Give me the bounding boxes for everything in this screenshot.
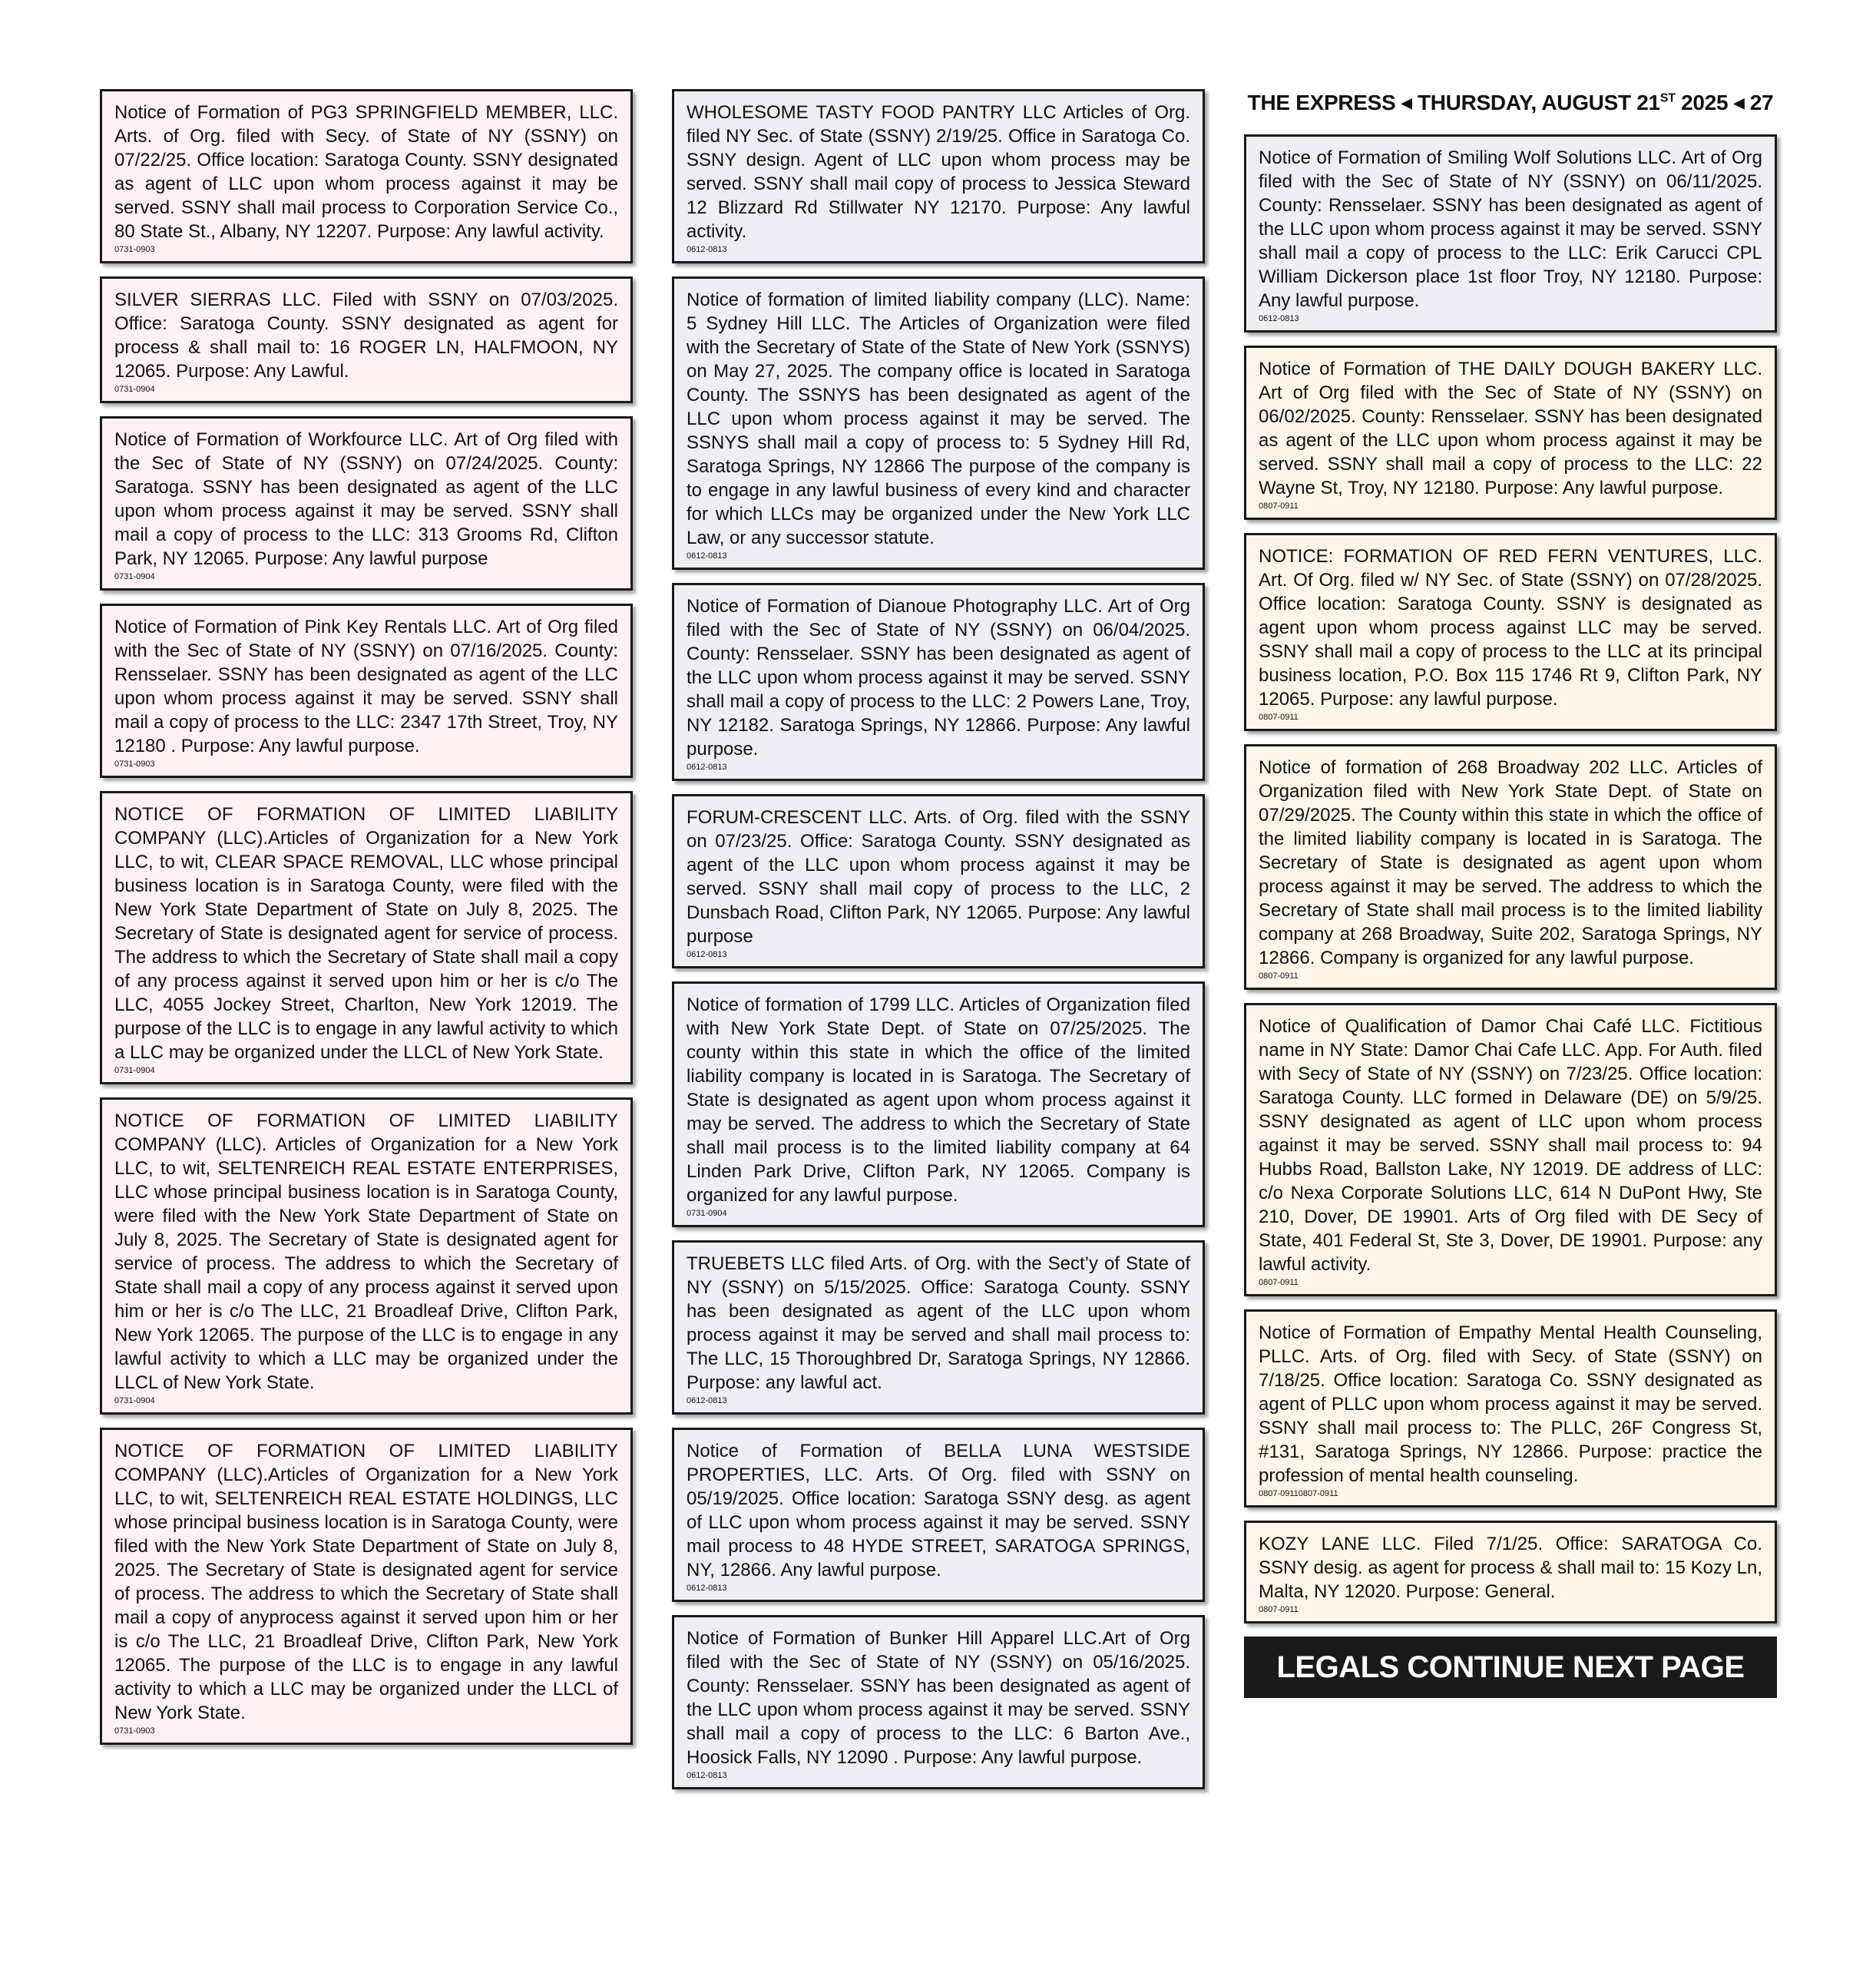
notice-text: WHOLESOME TASTY FOOD PANTRY LLC Articles of Org. filed NY Sec. of State (SSNY) 2/19/25. Office in Saratoga Co. SSNY design. Agent of LLC upon whom process may be served. SSNY shall mail copy of process to Jessica Steward 12 Blizzard Rd Stillwater NY 12170. Purpose: Any lawful activity. [687, 102, 1190, 242]
notice-code: 0612-0813 [687, 763, 727, 772]
notice-code: 0612-0813 [687, 1771, 727, 1780]
arrow-left-icon: ◀ [1401, 95, 1412, 111]
notice-text: Notice of Formation of Pink Key Rentals LLC. Art of Org filed with the Sec of State of NY (SSNY) on 07/16/2025. County: Rensselaer. SSNY has been designated as agent of the LLC upon whom process against it may be served. SSNY shall mail a copy of process to the LLC: 2347 17th Street, Troy, NY 12180 . Purpose: Any lawful purpose. [114, 617, 618, 756]
legal-notice [1244, 533, 1777, 731]
notice-code: 0807-0911 [1259, 501, 1299, 511]
notice-text: Notice of formation of 1799 LLC. Articles of Organization filed with New York State Dept. of State on 07/25/2025. The county within this state in which the office of the limited liability company is located in is Saratoga. The Secretary of State is designated as agent upon whom process against it may be served. The address to which the Secretary of State shall mail process is to the limited liability company at 64 Linden Park Drive, Clifton Park, NY 12065. Company is organized for any lawful purpose. [687, 995, 1190, 1206]
notice-text: Notice of Formation of Dianoue Photography LLC. Art of Org filed with the Sec of State of NY (SSNY) on 06/04/2025. County: Rensselaer. SSNY has been designated as agent of the LLC upon whom process against it may be served. SSNY shall mail a copy of process to the LLC: 2 Powers Lane, Troy, NY 12182. Saratoga Springs, NY 12866. Purpose: Any lawful purpose. [687, 596, 1190, 760]
notice-text: Notice of Formation of Workfource LLC. Art of Org filed with the Sec of State of NY (SSNY) on 07/24/2025. County: Saratoga. SSNY has been designated as agent of the LLC upon whom process against it may be served. SSNY shall mail a copy of process to the LLC: 313 Grooms Rd, Clifton Park, NY 12065. Purpose: Any lawful purpose [114, 429, 618, 569]
legal-notice [1244, 134, 1777, 333]
legal-notice [672, 89, 1205, 263]
legal-notice [100, 89, 633, 263]
legal-notice [1244, 1003, 1777, 1296]
notice-text: TRUEBETS LLC filed Arts. of Org. with the Sect’y of State of NY (SSNY) on 5/15/2025. Office: Saratoga County. SSNY has been designated as agent of the LLC upon whom process against it may be served and shall mail process to: The LLC, 15 Thoroughbred Dr, Saratoga Springs, NY 12866. Purpose: any lawful act. [687, 1253, 1190, 1393]
notice-text: Notice of Formation of Smiling Wolf Solutions LLC. Art of Org filed with the Sec of State of NY (SSNY) on 06/11/2025. County: Rensselaer. SSNY has been designated as agent of the LLC upon whom process against it may be served. SSNY shall mail a copy of process to the LLC: Erik Carucci CPL William Dickerson place 1st floor Troy, NY 12180. Purpose: Any lawful purpose. [1259, 147, 1762, 311]
notice-code: 0612-0813 [1259, 314, 1299, 323]
legal-notice [100, 1097, 633, 1415]
notice-text: Notice of Formation of BELLA LUNA WESTSIDE PROPERTIES, LLC. Arts. Of Org. filed with SSNY on 05/19/2025. Office location: Saratoga SSNY desg. as agent of LLC upon whom process against it may be served. SSNY mail process to 48 HYDE STREET, SARATOGA SPRINGS, NY, 12866. Any lawful purpose. [687, 1441, 1190, 1580]
notice-text: Notice of Qualification of Damor Chai Café LLC. Fictitious name in NY State: Damor Chai Cafe LLC. App. For Auth. filed with Secy of State of NY (SSNY) on 7/23/25. Office location: Saratoga County. LLC formed in Delaware (DE) on 5/9/25. SSNY designated as agent of LLC upon whom process against it may be served. SSNY shall mail process to: 94 Hubbs Road, Ballston Lake, NY 12019. DE address of LLC: c/o Nexa Corporate Solutions LLC, 614 N DuPont Hwy, Ste 210, Dover, DE 19901. Arts of Org filed with DE Secy of State, 401 Federal St, Ste 3, Dover, DE 19901. Purpose: any lawful activity. [1259, 1016, 1762, 1275]
notice-text: NOTICE OF FORMATION OF LIMITED LIABILITY COMPANY (LLC). Articles of Organization for a New York LLC, to wit, SELTENREICH REAL ESTATE ENTERPRISES, LLC whose principal business location is in Saratoga County, were filed with the New York State Department of State on July 8, 2025. The Secretary of State is designated agent for service of process. The address to which the Secretary of State shall mail a copy of any process against it served upon him or her is c/o The LLC, 21 Broadleaf Drive, Clifton Park, New York 12065. The purpose of the LLC is to engage in any lawful activity to which a LLC may be organized under the LLCL of New York State. [114, 1110, 618, 1393]
notice-code: 0807-0911 [1259, 1278, 1299, 1287]
issue-date: THURSDAY, AUGUST 21ST 2025 [1417, 91, 1729, 114]
notice-code: 0731-0904 [687, 1209, 727, 1218]
notice-text: Notice of Formation of Bunker Hill Apparel LLC.Art of Org filed with the Sec of State of NY (SSNY) on 05/16/2025. County: Rensselaer. SSNY has been designated as agent of the LLC upon whom process against it may be served. SSNY shall mail a copy of process to the LLC: 6 Barton Ave., Hoosick Falls, NY 12090 . Purpose: Any lawful purpose. [687, 1628, 1190, 1768]
page-number: 27 [1749, 91, 1774, 114]
legal-notice [672, 1428, 1205, 1602]
notice-text: Notice of Formation of THE DAILY DOUGH BAKERY LLC. Art of Org filed with the Sec of State of NY (SSNY) on 06/02/2025. County: Rensselaer. SSNY has been designated as agent of the LLC upon whom process against it may be served. SSNY shall mail a copy of process to the LLC: 22 Wayne St, Troy, NY 12180. Purpose: Any lawful purpose. [1259, 359, 1762, 498]
notice-code: 0612-0813 [687, 950, 727, 959]
notice-text: NOTICE OF FORMATION OF LIMITED LIABILITY COMPANY (LLC).Articles of Organization for a New York LLC, to wit, CLEAR SPACE REMOVAL, LLC whose principal business location is in Saratoga County, were filed with the New York State Department of State on July 8, 2025. The Secretary of State is designated agent for service of process. The address to which the Secretary of State shall mail a copy of any process against it served upon him or her is c/o The LLC, 4055 Jockey Street, Charlton, New York 12019. The purpose of the LLC is to engage in any lawful activity to which a LLC may be organized under the LLCL of New York State. [114, 804, 618, 1063]
publication-name: THE EXPRESS [1247, 91, 1396, 114]
legal-notice [100, 791, 633, 1084]
continue-banner: LEGALS CONTINUE NEXT PAGE [1244, 1637, 1777, 1698]
notice-code: 0731-0904 [114, 572, 155, 581]
notice-code: 0731-0903 [114, 245, 155, 254]
legal-notice [100, 416, 633, 591]
legal-notice [672, 981, 1205, 1227]
notice-code: 0807-09110807-0911 [1259, 1489, 1338, 1498]
legal-notice [1244, 1521, 1777, 1623]
legal-column-2 [672, 89, 1205, 1802]
notice-text: KOZY LANE LLC. Filed 7/1/25. Office: SARATOGA Co. SSNY desig. as agent for process & shall mail to: 15 Kozy Ln, Malta, NY 12020. Purpose: General. [1259, 1534, 1762, 1602]
notice-text: FORUM-CRESCENT LLC. Arts. of Org. filed with the SSNY on 07/23/25. Office: Saratoga County. SSNY designated as agent of the LLC upon whom process against it may be served. SSNY shall mail copy of process to the LLC, 2 Dunsbach Road, Clifton Park, NY 12065. Purpose: Any lawful purpose [687, 807, 1190, 947]
notice-code: 0807-0911 [1259, 713, 1299, 722]
legal-notice [672, 583, 1205, 781]
legal-notice [100, 604, 633, 778]
notice-code: 0731-0904 [114, 1396, 155, 1405]
notice-text: Notice of Formation of Empathy Mental Health Counseling, PLLC. Arts. of Org. filed with Secy. of State (SSNY) on 7/18/25. Office location: Saratoga Co. SSNY designated as agent of PLLC upon whom process against it may be served. SSNY shall mail process to: The PLLC, 26F Congress St, #131, Saratoga Springs, NY 12866. Purpose: practice the profession of mental health counseling. [1259, 1322, 1762, 1486]
legal-notice [672, 276, 1205, 570]
legal-notice [1244, 1309, 1777, 1508]
legal-column-1 [100, 89, 633, 1758]
notice-code: 0612-0813 [687, 245, 727, 254]
legal-notice [100, 276, 633, 403]
notice-code: 0807-0911 [1259, 1605, 1299, 1614]
notice-text: NOTICE OF FORMATION OF LIMITED LIABILITY COMPANY (LLC).Articles of Organization for a New York LLC, to wit, SELTENREICH REAL ESTATE HOLDINGS, LLC whose principal business location is in Saratoga County, were filed with the New York State Department of State on July 8, 2025. The Secretary of State is designated agent for service of process. The address to which the Secretary of State shall mail a copy of anyprocess against it served upon him or her is c/o The LLC, 21 Broadleaf Drive, Clifton Park, New York 12065. The purpose of the LLC is to engage in any lawful activity to which a LLC may be organized under the LLCL of New York State. [114, 1441, 618, 1723]
notice-code: 0612-0813 [687, 551, 727, 561]
notice-code: 0731-0904 [114, 385, 155, 394]
notice-code: 0731-0904 [114, 1066, 155, 1075]
notice-code: 0731-0903 [114, 1726, 155, 1736]
legal-notice [100, 1428, 633, 1745]
legal-notice [672, 1240, 1205, 1415]
notice-code: 0612-0813 [687, 1396, 727, 1405]
legal-notice [1244, 346, 1777, 520]
notice-text: Notice of formation of 268 Broadway 202 LLC. Articles of Organization filed with New York State Dept. of State on 07/29/2025. The County within this state in which the office of the limited liability company is located in is Saratoga. The Secretary of State is designated as agent upon whom process against it may be served. The address to which the Secretary of State shall mail process is to the limited liability company at 268 Broadway, Suite 202, Saratoga Springs, NY 12866. Company is organized for any lawful purpose. [1259, 757, 1762, 968]
notice-text: Notice of formation of limited liability company (LLC). Name: 5 Sydney Hill LLC. The Articles of Organization were filed with the Secretary of State of the State of New York (SSNYS) on May 27, 2025. The company office is located in Saratoga County. The SSNYS has been designated as agent of the LLC upon whom process against it may be served. The SSNYS shall mail a copy of process to: 5 Sydney Hill Rd, Saratoga Springs, NY 12866 The purpose of the company is to engage in any lawful business of every kind and character for which LLCs may be organized under the New York LLC Law, or any successor statute. [687, 290, 1190, 548]
legal-column-3 [1244, 134, 1777, 1698]
notice-code: 0731-0903 [114, 760, 155, 769]
notice-code: 0612-0813 [687, 1584, 727, 1593]
legal-notice [672, 794, 1205, 968]
arrow-left-icon: ◀ [1733, 95, 1745, 111]
legal-notice [672, 1615, 1205, 1789]
notice-code: 0807-0911 [1259, 971, 1299, 981]
notice-text: Notice of Formation of PG3 SPRINGFIELD MEMBER, LLC. Arts. of Org. filed with Secy. of State of NY (SSNY) on 07/22/25. Office location: Saratoga County. SSNY designated as agent of LLC upon whom process against it may be served. SSNY shall mail process to Corporation Service Co., 80 State St., Albany, NY 12207. Purpose: Any lawful activity. [114, 102, 618, 242]
legal-notice [1244, 744, 1777, 990]
notice-text: NOTICE: FORMATION OF RED FERN VENTURES, LLC. Art. Of Org. filed w/ NY Sec. of State (SSNY) on 07/28/2025. Office location: Saratoga County. SSNY is designated as agent upon whom process against LLC may be served. SSNY shall mail a copy of process to the LLC at its principal business location, P.O. Box 115 1746 Rt 9, Clifton Park, NY 12065. Purpose: any lawful purpose. [1259, 546, 1762, 710]
notice-text: SILVER SIERRAS LLC. Filed with SSNY on 07/03/2025. Office: Saratoga County. SSNY designated as agent for process & shall mail to: 16 ROGER LN, HALFMOON, NY 12065. Purpose: Any Lawful. [114, 290, 618, 382]
page-header [1244, 91, 1777, 115]
